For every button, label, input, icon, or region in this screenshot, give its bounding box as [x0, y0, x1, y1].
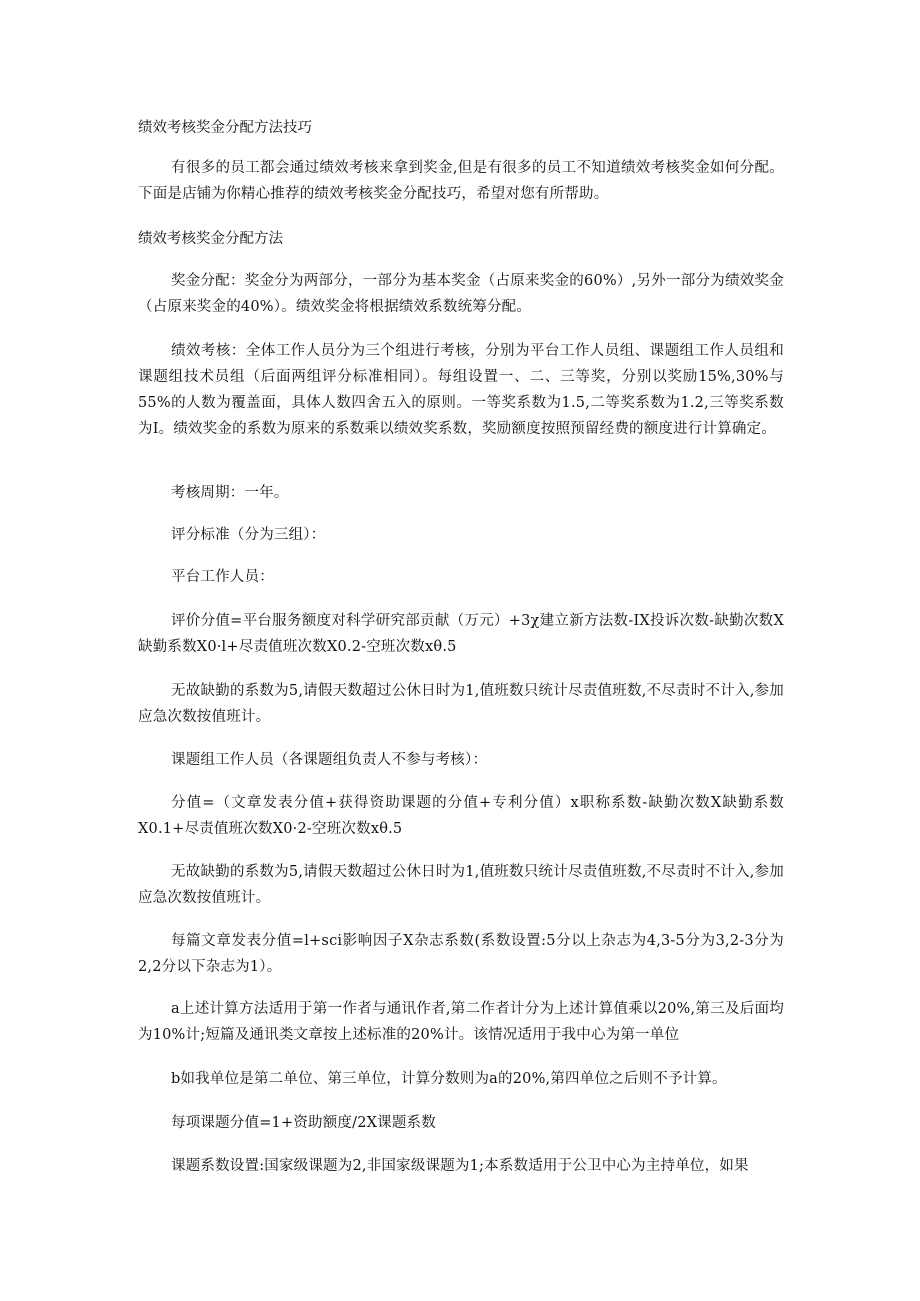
paragraph-platform-formula: 评价分值=平台服务额度对科学研究部贡献（万元）+3χ建立新方法数-IX投诉次数-缺勤次数X缺勤系数X0·l+尽责值班次数X0.2-空班次数xθ.5: [138, 613, 784, 655]
intro-paragraph: 有很多的员工都会通过绩效考核来拿到奖金,但是有很多的员工不知道绩效考核奖金如何分配。下面是店铺为你精心推荐的绩效考核奖金分配技巧，希望对您有所帮助。: [138, 160, 784, 202]
paragraph-project-formula: 分值=（文章发表分值+获得资助课题的分值+专利分值）x职称系数-缺勤次数X缺勤系数X0.1+尽责值班次数X0·2-空班次数xθ.5: [138, 795, 784, 837]
paragraph-platform-staff: 平台工作人员：: [171, 569, 274, 585]
paragraph-article-score: 每篇文章发表分值=l+sci影响因子X杂志系数(系数设置:5分以上杂志为4,3-5分为3,2-3分为2,2分以下杂志为1）。: [138, 933, 784, 975]
paragraph-absence-rule-1: 无故缺勤的系数为5,请假天数超过公休日时为1,值班数只统计尽责值班数,不尽责时不计入,参加应急次数按值班计。: [138, 683, 784, 725]
paragraph-bonus-distribution: 奖金分配：奖金分为两部分，一部分为基本奖金（占原来奖金的60%）,另外一部分为绩效奖金（占原来奖金的40%）。绩效奖金将根据绩效系数统筹分配。: [138, 273, 784, 315]
section-heading: 绩效考核奖金分配方法: [138, 231, 283, 247]
paragraph-project-coefficient: 课题系数设置:国家级课题为2,非国家级课题为1;本系数适用于公卫中心为主持单位，如果: [171, 1158, 749, 1174]
paragraph-scoring-standard: 评分标准（分为三组）：: [171, 527, 326, 543]
paragraph-rule-b: b如我单位是第二单位、第三单位，计算分数则为a的20%,第四单位之后则不予计算。: [171, 1071, 727, 1087]
paragraph-performance-assessment: 绩效考核：全体工作人员分为三个组进行考核，分别为平台工作人员组、课题组工作人员组和课题组技术员组（后面两组评分标准相同）。每组设置一、二、三等奖，分别以奖励15%,30%与55%的人数为覆盖面，具体人数四舍五入的原则。一等奖系数为1.5,二等奖系数为1.2,三等奖系数为I。绩效奖金的系数为原来的系数乘以绩效奖系数，奖励额度按照预留经费的额度进行计算确定。: [138, 343, 785, 437]
document-title: 绩效考核奖金分配方法技巧: [138, 120, 312, 136]
paragraph-assessment-period: 考核周期：一年。: [171, 485, 289, 501]
paragraph-rule-a: a上述计算方法适用于第一作者与通讯作者,第二作者计分为上述计算值乘以20%,第三及后面均为10%计;短篇及通讯类文章按上述标准的20%计。该情况适用于我中心为第一单位: [138, 1001, 784, 1043]
paragraph-project-staff: 课题组工作人员（各课题组负责人不参与考核）：: [171, 752, 488, 768]
paragraph-absence-rule-2: 无故缺勤的系数为5,请假天数超过公休日时为1,值班数只统计尽责值班数,不尽责时不计入,参加应急次数按值班计。: [138, 864, 784, 906]
paragraph-project-score: 每项课题分值=1+资助额度/2X课题系数: [171, 1115, 436, 1131]
